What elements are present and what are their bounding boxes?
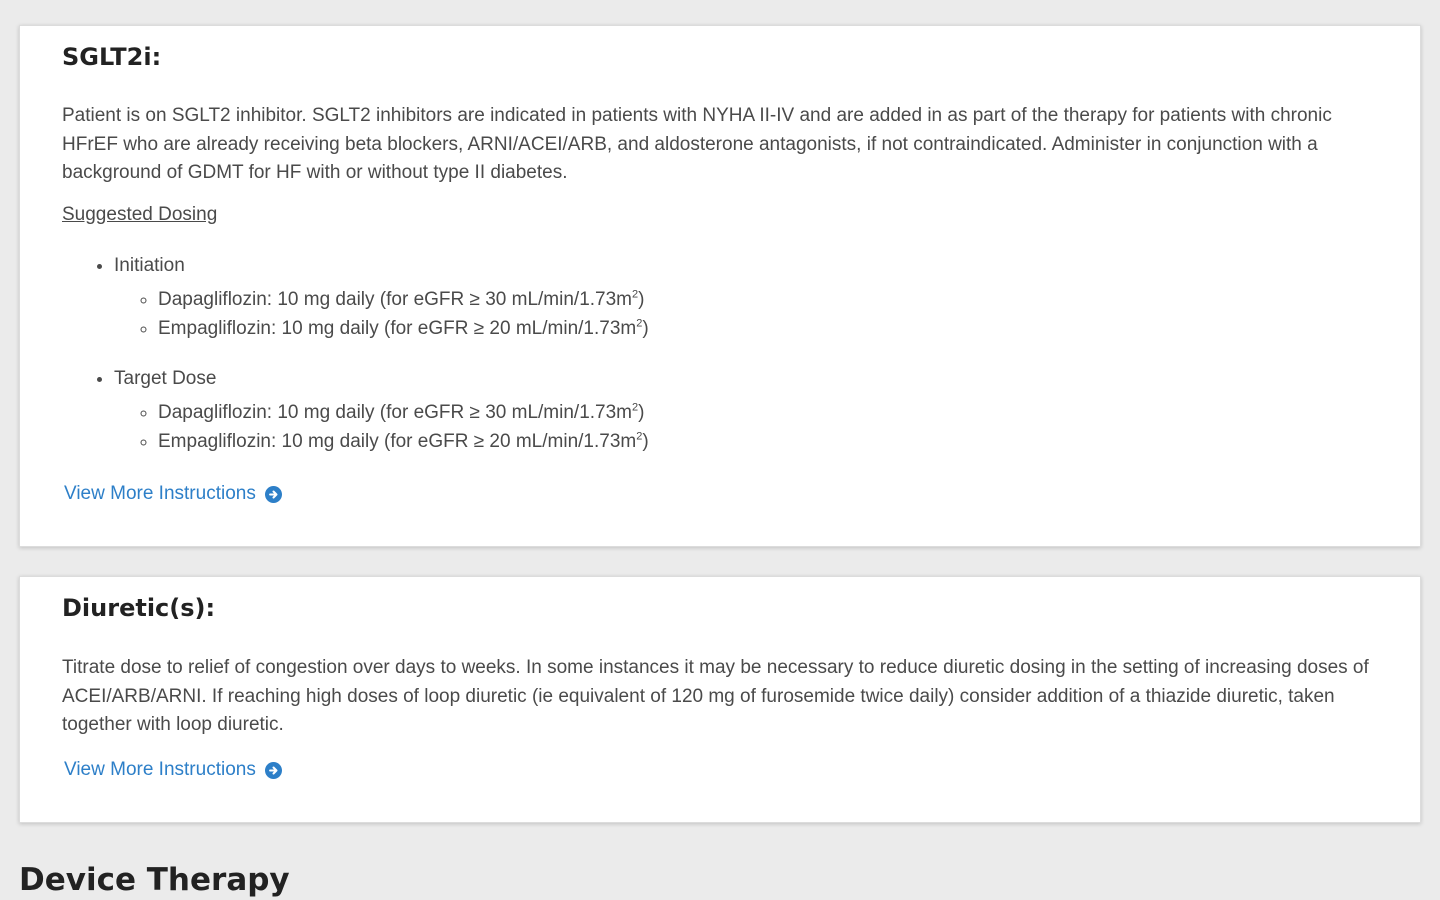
diuretic-view-more-link[interactable] (64, 759, 282, 781)
dose-sup: 2 (636, 317, 643, 330)
initiation-item (114, 252, 649, 343)
suggested-dosing-heading: Suggested Dosing (62, 204, 218, 225)
dose-text: Dapagliflozin: 10 mg daily (for eGFR ≥ 30 mL/min/1.73m (158, 402, 633, 423)
dose-text: Dapagliflozin: 10 mg daily (for eGFR ≥ 30 mL/min/1.73m (158, 289, 633, 310)
dose-sup: 2 (636, 430, 643, 443)
arrow-circle-right-icon (265, 486, 282, 503)
dose-close: ) (642, 317, 649, 339)
diuretic-title: Diuretic(s): (62, 594, 216, 622)
dose-sup: 2 (632, 288, 639, 301)
arrow-circle-right-icon (265, 762, 282, 779)
target-dose-item (114, 365, 649, 456)
dose-text: Empagliflozin: 10 mg daily (for eGFR ≥ 20 mL/min/1.73m (158, 430, 637, 452)
list-item (158, 315, 649, 344)
sglt2-title: SGLT2i: (62, 43, 162, 71)
list-item (158, 428, 649, 457)
diuretic-description: Titrate dose to relief of congestion over days to weeks. In some instances it may be necessary to reduce diuretic dosing in the setting of increasing doses of ACEI/ARB/ARNI. If reaching high doses of loop diuretic (ie equivalent of 120 mg of furosemide twice daily) consider addition of a thiazide diuretic, taken together with loop diuretic. (62, 657, 1369, 735)
dose-text: Empagliflozin: 10 mg daily (for eGFR ≥ 20 mL/min/1.73m (158, 317, 637, 339)
list-item (158, 286, 649, 315)
initiation-sublist (114, 286, 649, 343)
sglt2-view-more-link[interactable] (64, 483, 282, 505)
target-dose-sublist (114, 399, 649, 456)
dose-close: ) (638, 289, 645, 310)
target-dose-list (62, 365, 649, 456)
initiation-list (62, 252, 649, 343)
dose-sup: 2 (632, 401, 639, 414)
list-item (158, 399, 649, 428)
sglt2-card (19, 25, 1421, 547)
dose-close: ) (642, 430, 649, 452)
dose-close: ) (638, 402, 645, 423)
device-therapy-heading: Device Therapy (19, 862, 290, 898)
initiation-label: Initiation (114, 255, 185, 276)
diuretic-card (19, 576, 1421, 823)
sglt2-description: Patient is on SGLT2 inhibitor. SGLT2 inhibitors are indicated in patients with NYHA II-IV and are added in as part of the therapy for patients with chronic HFrEF who are already receiving beta blockers, ARNI/ACEI/ARB, and aldosterone antagonists, if not contraindicated. Administer in conjunction with a background of GDMT for HF with or without type II diabetes. (62, 105, 1332, 183)
target-dose-label: Target Dose (114, 368, 217, 389)
view-more-label: View More Instructions (64, 483, 256, 504)
view-more-label: View More Instructions (64, 759, 256, 780)
